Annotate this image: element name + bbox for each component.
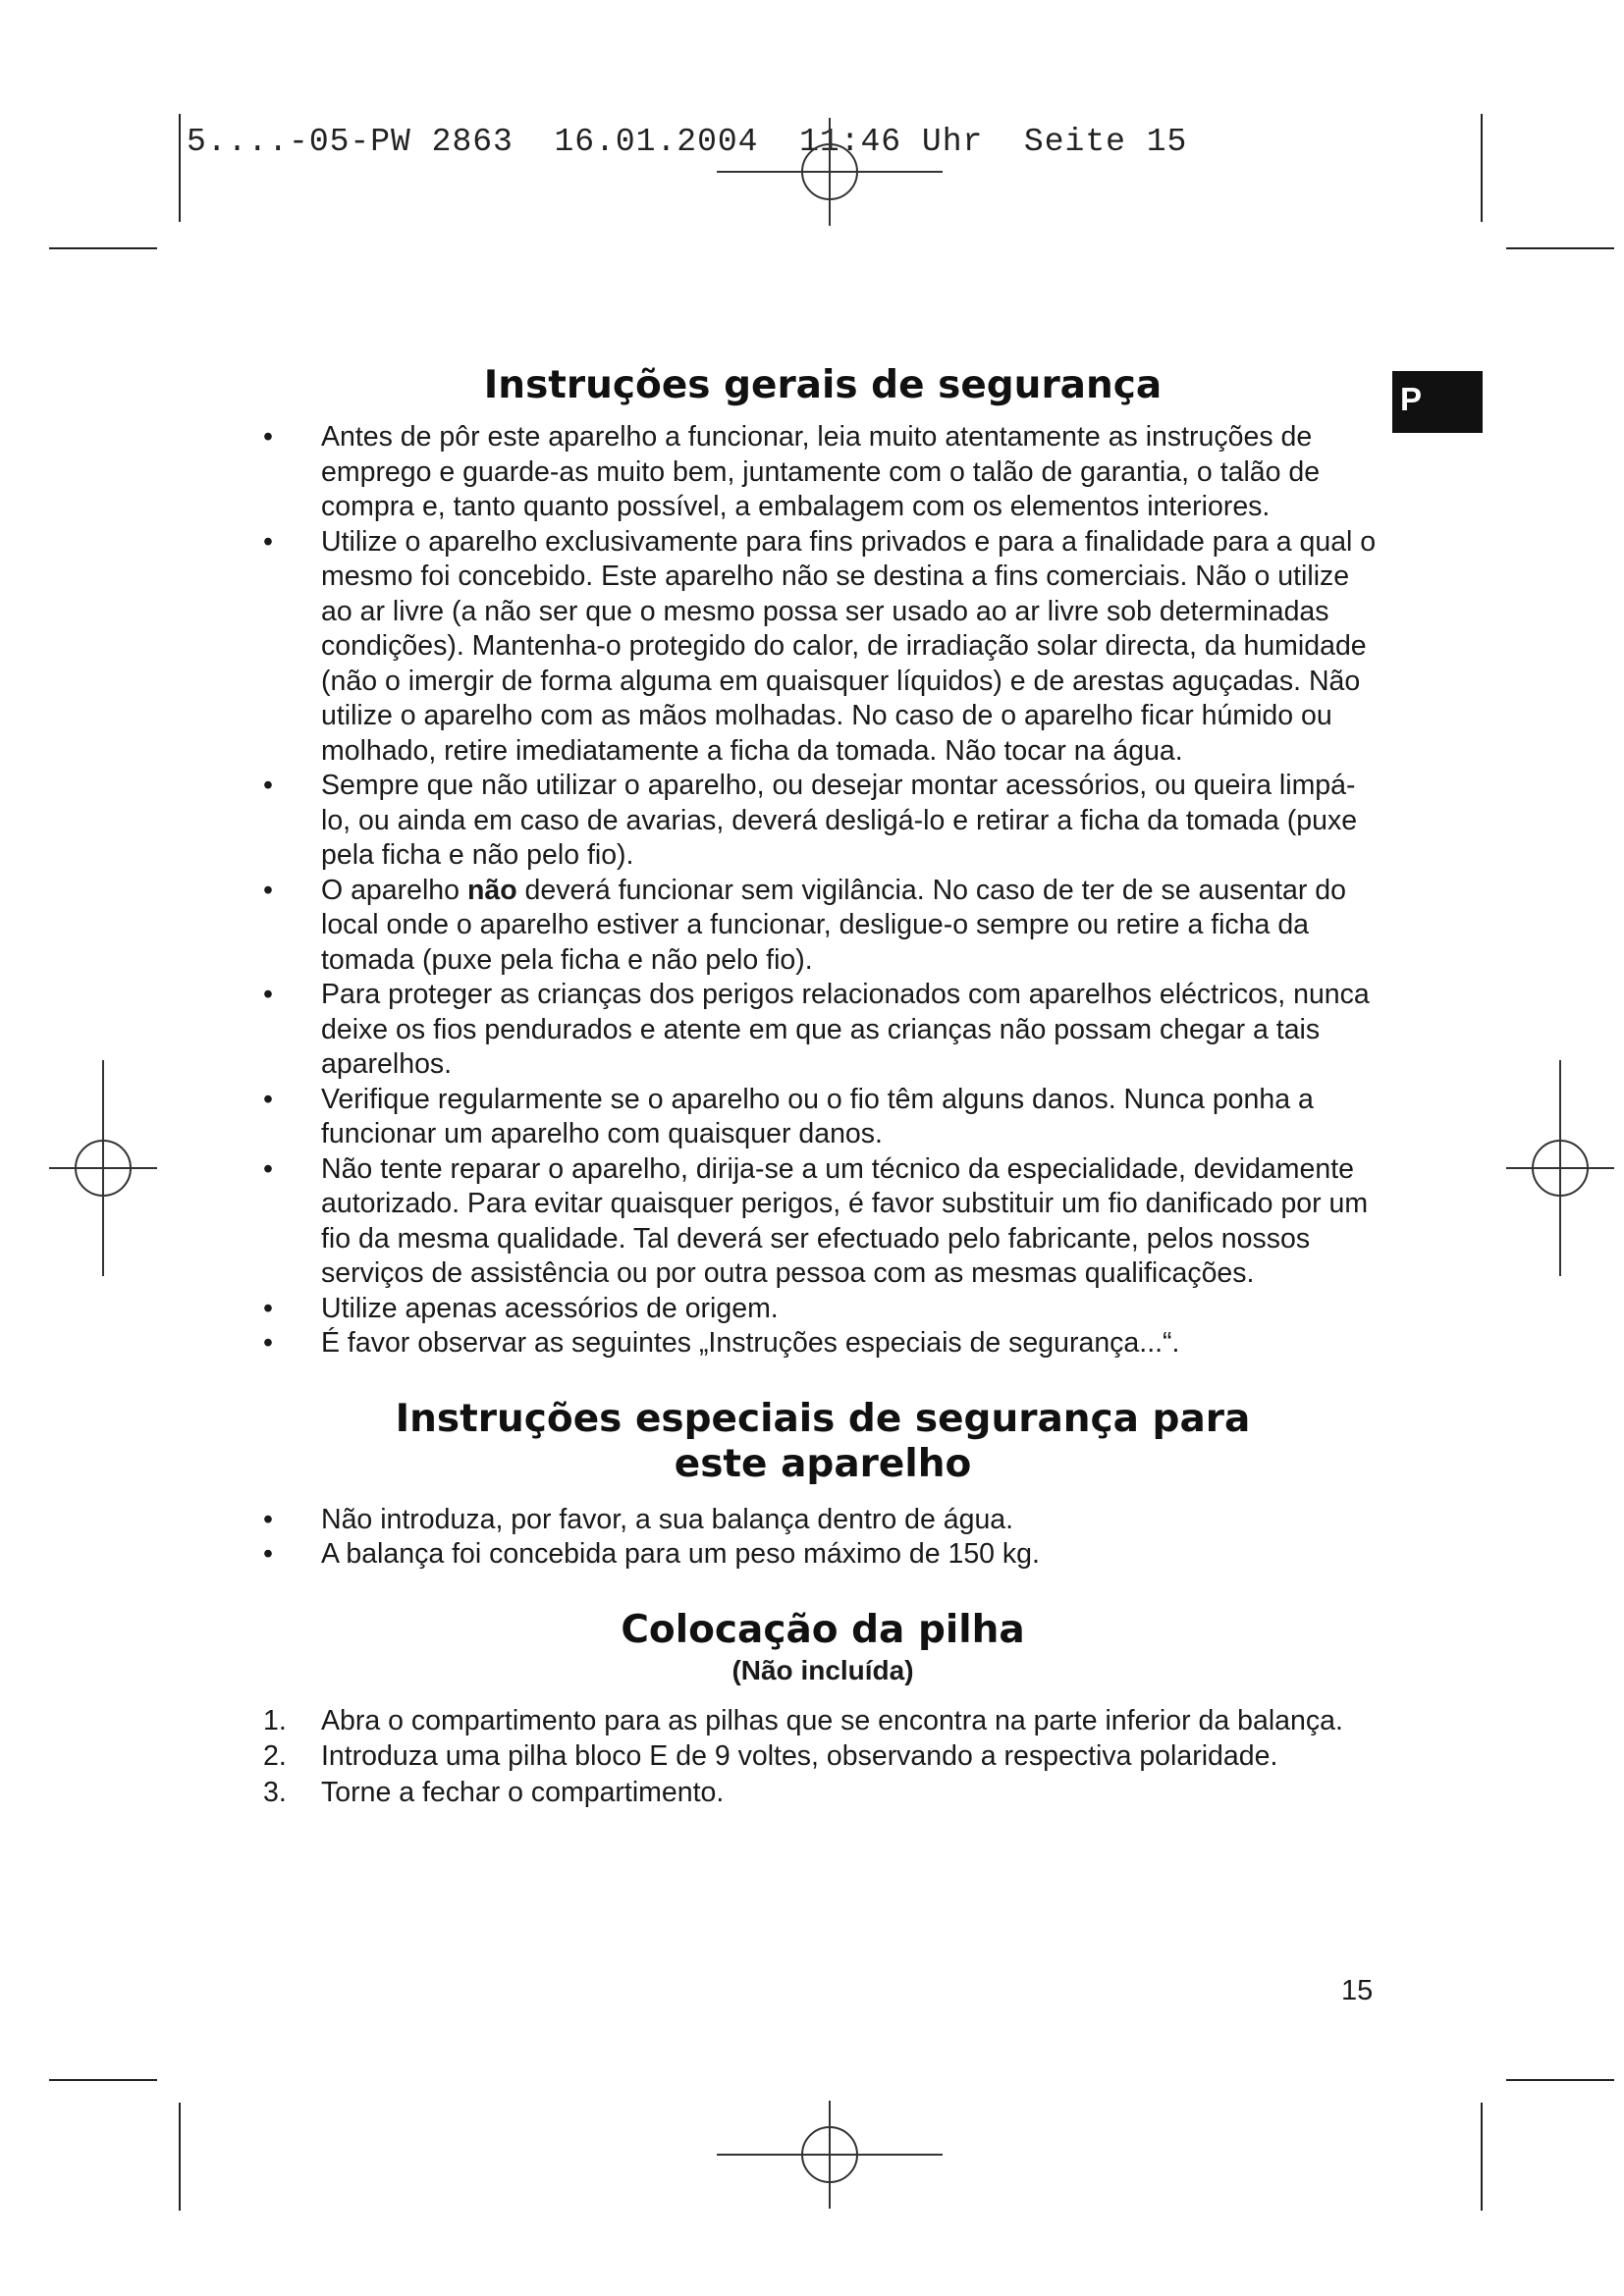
list-item: • A balança foi concebida para um peso máximo de 150 kg.	[263, 1538, 1040, 1570]
print-header: 5....-05-PW 2863 16.01.2004 11:46 Uhr Seite 15	[187, 124, 1188, 160]
list-item: • Sempre que não utilizar o aparelho, ou desejar montar acessórios, ou queira limpá-lo, ou ainda em caso de avarias, deverá desligá-lo e retirar a ficha da tomada (puxe pela ficha e não pelo fio).	[263, 770, 1358, 871]
list-item: • Antes de pôr este aparelho a funcionar, leia muito atentamente as instruções de emprego e guarde-as muito bem, juntamente com o talão de garantia, o talão de compra e, tanto quanto possível, a embalagem com os elementos interiores.	[263, 421, 1321, 522]
registration-mark-icon	[1506, 1060, 1614, 1276]
special-safety-title	[263, 1397, 1382, 1487]
general-safety-list	[263, 420, 1382, 1362]
main-content	[263, 363, 1382, 1811]
crop-mark	[1481, 2103, 1483, 2211]
list-item: • Para proteger as crianças dos perigos relacionados com aparelhos eléctricos, nunca deixe os fios pendurados e atente em que as crianças não possam chegar a tais aparelhos.	[263, 979, 1370, 1080]
general-safety-title: Instruções gerais de segurança	[483, 363, 1163, 407]
crop-mark	[179, 114, 181, 222]
language-tab: P	[1392, 371, 1483, 433]
crop-mark	[1506, 2079, 1614, 2081]
battery-subtitle: (Não incluída)	[731, 1654, 914, 1685]
crop-mark	[49, 247, 157, 249]
step-item: 3. Torne a fechar o compartimento.	[263, 1776, 725, 1808]
list-item: • Utilize o aparelho exclusivamente para fins privados e para a finalidade para a qual o mesmo foi concebido. Este aparelho não se destina a fins comerciais. Não o utilize ao ar livre (a não ser que o mesmo possa ser usado ao ar livre sob determinadas condições). Mantenha-o protegido do calor, de irradiação solar directa, da humidade (não o imergir de forma alguma em quaisquer líquidos) e de arestas aguçadas. Não utilize o aparelho com as mãos molhadas. No caso de o aparelho ficar húmido ou molhado, retire imediatamente a ficha da tomada. Não tocar na água.	[263, 525, 1377, 767]
list-item: • Verifique regularmente se o aparelho ou o fio têm alguns danos. Nunca ponha a funcionar um aparelho com quaisquer danos.	[263, 1083, 1314, 1149]
special-safety-title-line2: este aparelho	[674, 1441, 972, 1486]
registration-mark-icon	[717, 2101, 943, 2209]
page-number: 15	[1341, 1975, 1374, 2006]
registration-mark-icon	[49, 1060, 157, 1276]
special-safety-title-line1: Instruções especiais de segurança para	[395, 1396, 1251, 1441]
list-item: • Não introduza, por favor, a sua balança dentro de água.	[263, 1503, 1014, 1535]
battery-title: Colocação da pilha	[621, 1607, 1025, 1652]
list-item: • É favor observar as seguintes „Instruções especiais de segurança...“.	[263, 1327, 1180, 1359]
list-item: • O aparelho não deverá funcionar sem vigilância. No caso de ter de se ausentar do local onde o aparelho estiver a funcionar, desligue-o sempre ou retire a ficha da tomada (puxe pela ficha e não pelo fio).	[263, 874, 1347, 976]
crop-mark	[49, 2079, 157, 2081]
special-safety-list	[263, 1503, 1382, 1573]
registration-mark-icon	[717, 118, 943, 226]
battery-steps	[263, 1704, 1382, 1811]
list-item: • Não tente reparar o aparelho, dirija-se a um técnico da especialidade, devidamente autorizado. Para evitar quaisquer perigos, é favor substituir um fio danificado por um fio da mesma qualidade. Tal deverá ser efectuado pelo fabricante, pelos nossos serviços de assistência ou por outra pessoa com as mesmas qualificações.	[263, 1152, 1369, 1289]
step-item: 1. Abra o compartimento para as pilhas que se encontra na parte inferior da balança.	[263, 1704, 1343, 1736]
crop-mark	[179, 2103, 181, 2211]
step-item: 2. Introduza uma pilha bloco E de 9 voltes, observando a respectiva polaridade.	[263, 1740, 1278, 1772]
list-item: • Utilize apenas acessórios de origem.	[263, 1292, 779, 1324]
crop-mark	[1481, 114, 1483, 222]
crop-mark	[1506, 247, 1614, 249]
